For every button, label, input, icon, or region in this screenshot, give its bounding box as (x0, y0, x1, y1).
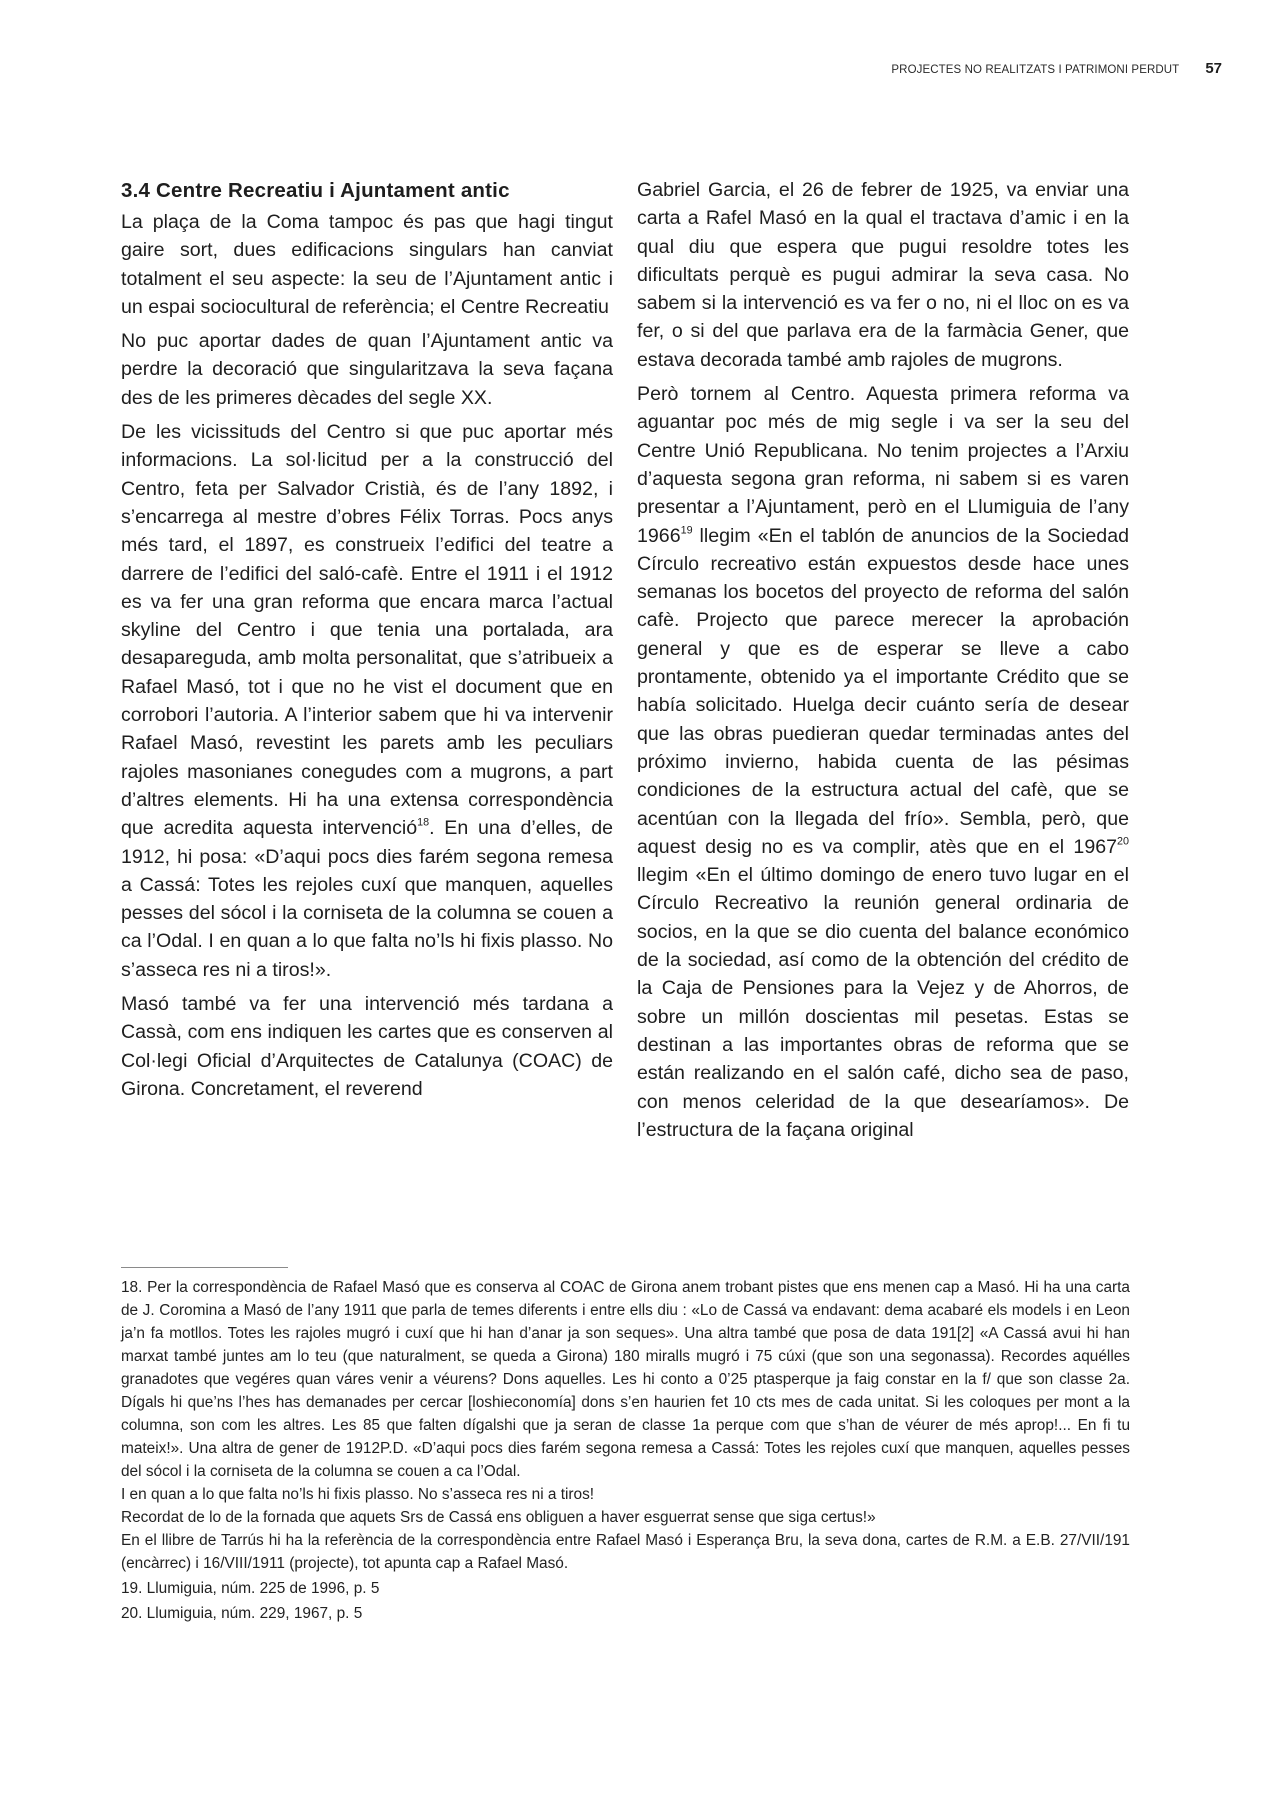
running-head (891, 60, 1222, 77)
footnote-19: 19. Llumiguia, núm. 225 de 1996, p. 5 (121, 1580, 380, 1597)
paragraph-text: De les vicissituds del Centro si que puc aportar més informacions. La sol·licitud per a la construcció del Centro, feta per Salvador Cristià, és de l’any 1892, i s’encarrega al mestre d’obres Félix Torras. Pocs anys més tard, el 1897, es construeix l’edifici del teatre a darrere de l’edifici del saló-cafè. Entre el 1911 i el 1912 es va fer una gran reforma que encara marca l’actual skyline del Centro i que tenia una portalada, ara desapareguda, amb molta personalitat, que s’atribueix a Rafael Masó, tot i que no he vist el document que en corrobori l’autoria. A l’interior sabem que hi va intervenir Rafael Masó, revestint les parets amb les peculiars rajoles masonianes conegudes com a mugrons, a part d’altres elements. Hi ha una extensa correspondència que acredita aquesta intervenció (121, 421, 613, 840)
paragraph (121, 418, 613, 984)
paragraph (637, 380, 1129, 1144)
footnotes (121, 1276, 1130, 1627)
footnote-18-continuation: Recordat de lo de la fornada que aquets Srs de Cassá ens obliguen a haver esguerrat sense que siga certus!» (121, 1509, 876, 1526)
paragraph: La plaça de la Coma tampoc és pas que hagi tingut gaire sort, dues edificacions singulars han canviat totalment el seu aspecte: la seu de l’Ajuntament antic i un espai sociocultural de referència; el Centre Recreatiu (121, 211, 613, 318)
paragraph-text: llegim «En el tablón de anuncios de la Sociedad Círculo recreativo están expuestos desde hace unes semanas los bocetos del proyecto de reforma del salón cafè. Projecto que parece merecer la aprobación general y que es de esperar se lleve a cabo prontamente, obtenido ya el importante Crédito que se había solicitado. Huelga decir cuánto sería de desear que las obras puedieran quedar terminadas antes del próximo invierno, habida cuenta de las pésimas condiciones de la estructura actual del cafè, que se acentúan con la llegada del frío». Sembla, però, que aquest desig no es va complir, atès que en el 1967 (637, 524, 1129, 858)
paragraph: No puc aportar dades de quan l’Ajuntament antic va perdre la decoració que singularitzava la seva façana des de les primeres dècades del segle XX. (121, 330, 613, 409)
footnote-ref-20[interactable]: 20 (1117, 835, 1129, 848)
right-column (637, 176, 1129, 1150)
footnote-20: 20. Llumiguia, núm. 229, 1967, p. 5 (121, 1605, 363, 1622)
paragraph-text: llegim «En el último domingo de enero tuvo lugar en el Círculo Recreativo la reunión general ordinaria de socios, en la que se dio cuenta del balance económico de la sociedad, así como de la obtención del crédito de la Caja de Pensiones para la Vejez y de Ahorros, de sobre un millón doscientas mil pesetas. Estas se destinan a las importantes obras de reforma que se están realizando en el salón café, dicho sea de paso, con menos celeridad de la que desearíamos». De l’estructura de la façana original (637, 864, 1129, 1141)
footnote-18-continuation: En el llibre de Tarrús hi ha la referència de la correspondència entre Rafael Masó i Esperança Bru, la seva dona, cartes de R.M. a E.B. 27/VII/191 (encàrrec) i 16/VIII/1911 (projecte), tot apunta cap a Rafael Masó. (121, 1532, 1130, 1572)
footnote-divider (121, 1267, 288, 1268)
paragraph: Masó també va fer una intervenció més tardana a Cassà, com ens indiquen les cartes que es conserven al Col·legi Oficial d’Arquitectes de Catalunya (COAC) de Girona. Concretament, el reverend (121, 993, 613, 1100)
running-head-title: PROJECTES NO REALITZATS I PATRIMONI PERDUT (891, 64, 1180, 76)
paragraph-text: Però tornem al Centro. Aquesta primera reforma va aguantar poc més de mig segle i va ser la seu del Centre Unió Republicana. No tenim projectes a l’Arxiu d’aquesta segona gran reforma, ni sabem si es varen presentar a l’Ajuntament, però en el Llumiguia de l’any 1966 (637, 383, 1129, 547)
page-number: 57 (1205, 60, 1222, 77)
footnote-ref-18[interactable]: 18 (417, 816, 430, 829)
paragraph-text: . En una d’elles, de 1912, hi posa: «D’aqui pocs dies farém segona remesa a Cassá: Totes les rejoles cuxí que manquen, aquelles pesses del sócol i la corniseta de la columna se couen a ca l’Odal. I en quan a lo que falta no’ls hi fixis plasso. No s’asseca res ni a tiros!». (121, 817, 613, 981)
paragraph: Gabriel Garcia, el 26 de febrer de 1925, va enviar una carta a Rafel Masó en la qual el tractava d’amic i en la qual diu que espera que pugui resoldre totes les dificultats perquè es pugui admirar la seva casa. No sabem si la intervenció es va fer o no, ni el lloc on es va fer, o si del que parlava era de la farmàcia Gener, que estava decorada també amb rajoles de mugrons. (637, 179, 1129, 371)
footnote-18: 18. Per la correspondència de Rafael Masó que es conserva al COAC de Girona anem trobant pistes que ens menen cap a Masó. Hi ha una carta de J. Coromina a Masó de l’any 1911 que parla de temes diferents i entre ells diu : «Lo de Cassá va endavant: dema acabaré els models i en Leon ja’n fa motllos. Totes les rajoles mugró i cuxí que hi han d’anar ja son seques». Una altra també que posa de data 191[2] «A Cassá avui hi han marxat també juntes am lo teu (que naturalment, se queda a Girona) 180 miralls mugró i 75 cúxi (que son una segonassa). Recordes aquélles granadotes que vegéres quan váres venir a véurens? Dons aquelles. Les hi conto a 0’25 ptasperque ja faig constar en la f/ que son classe 2a. Dígals hi que’ns l’hes has demanades per cercar [loshieconomía] dons s’en haurien fet 10 cts mes de cada unitat. Si les coloques per mont a la columna, son com les altres. Les 85 que falten dígalshi que ja seran de classe 1a perque com que s’han de véurer de més aprop!... En fi tu mateix!». Una altra de gener de 1912P.D. «D’aqui pocs dies farém segona remesa a Cassá: Totes les rejoles cuxí que manquen, aquelles pesses del sócol i la corniseta de la columna se couen a ca l’Odal. (121, 1279, 1130, 1480)
left-column (121, 176, 613, 1109)
footnote-ref-19[interactable]: 19 (680, 523, 693, 536)
section-heading: 3.4 Centre Recreatiu i Ajuntament antic (121, 179, 510, 202)
footnote-18-continuation: I en quan a lo que falta no’ls hi fixis plasso. No s’asseca res ni a tiros! (121, 1486, 595, 1503)
